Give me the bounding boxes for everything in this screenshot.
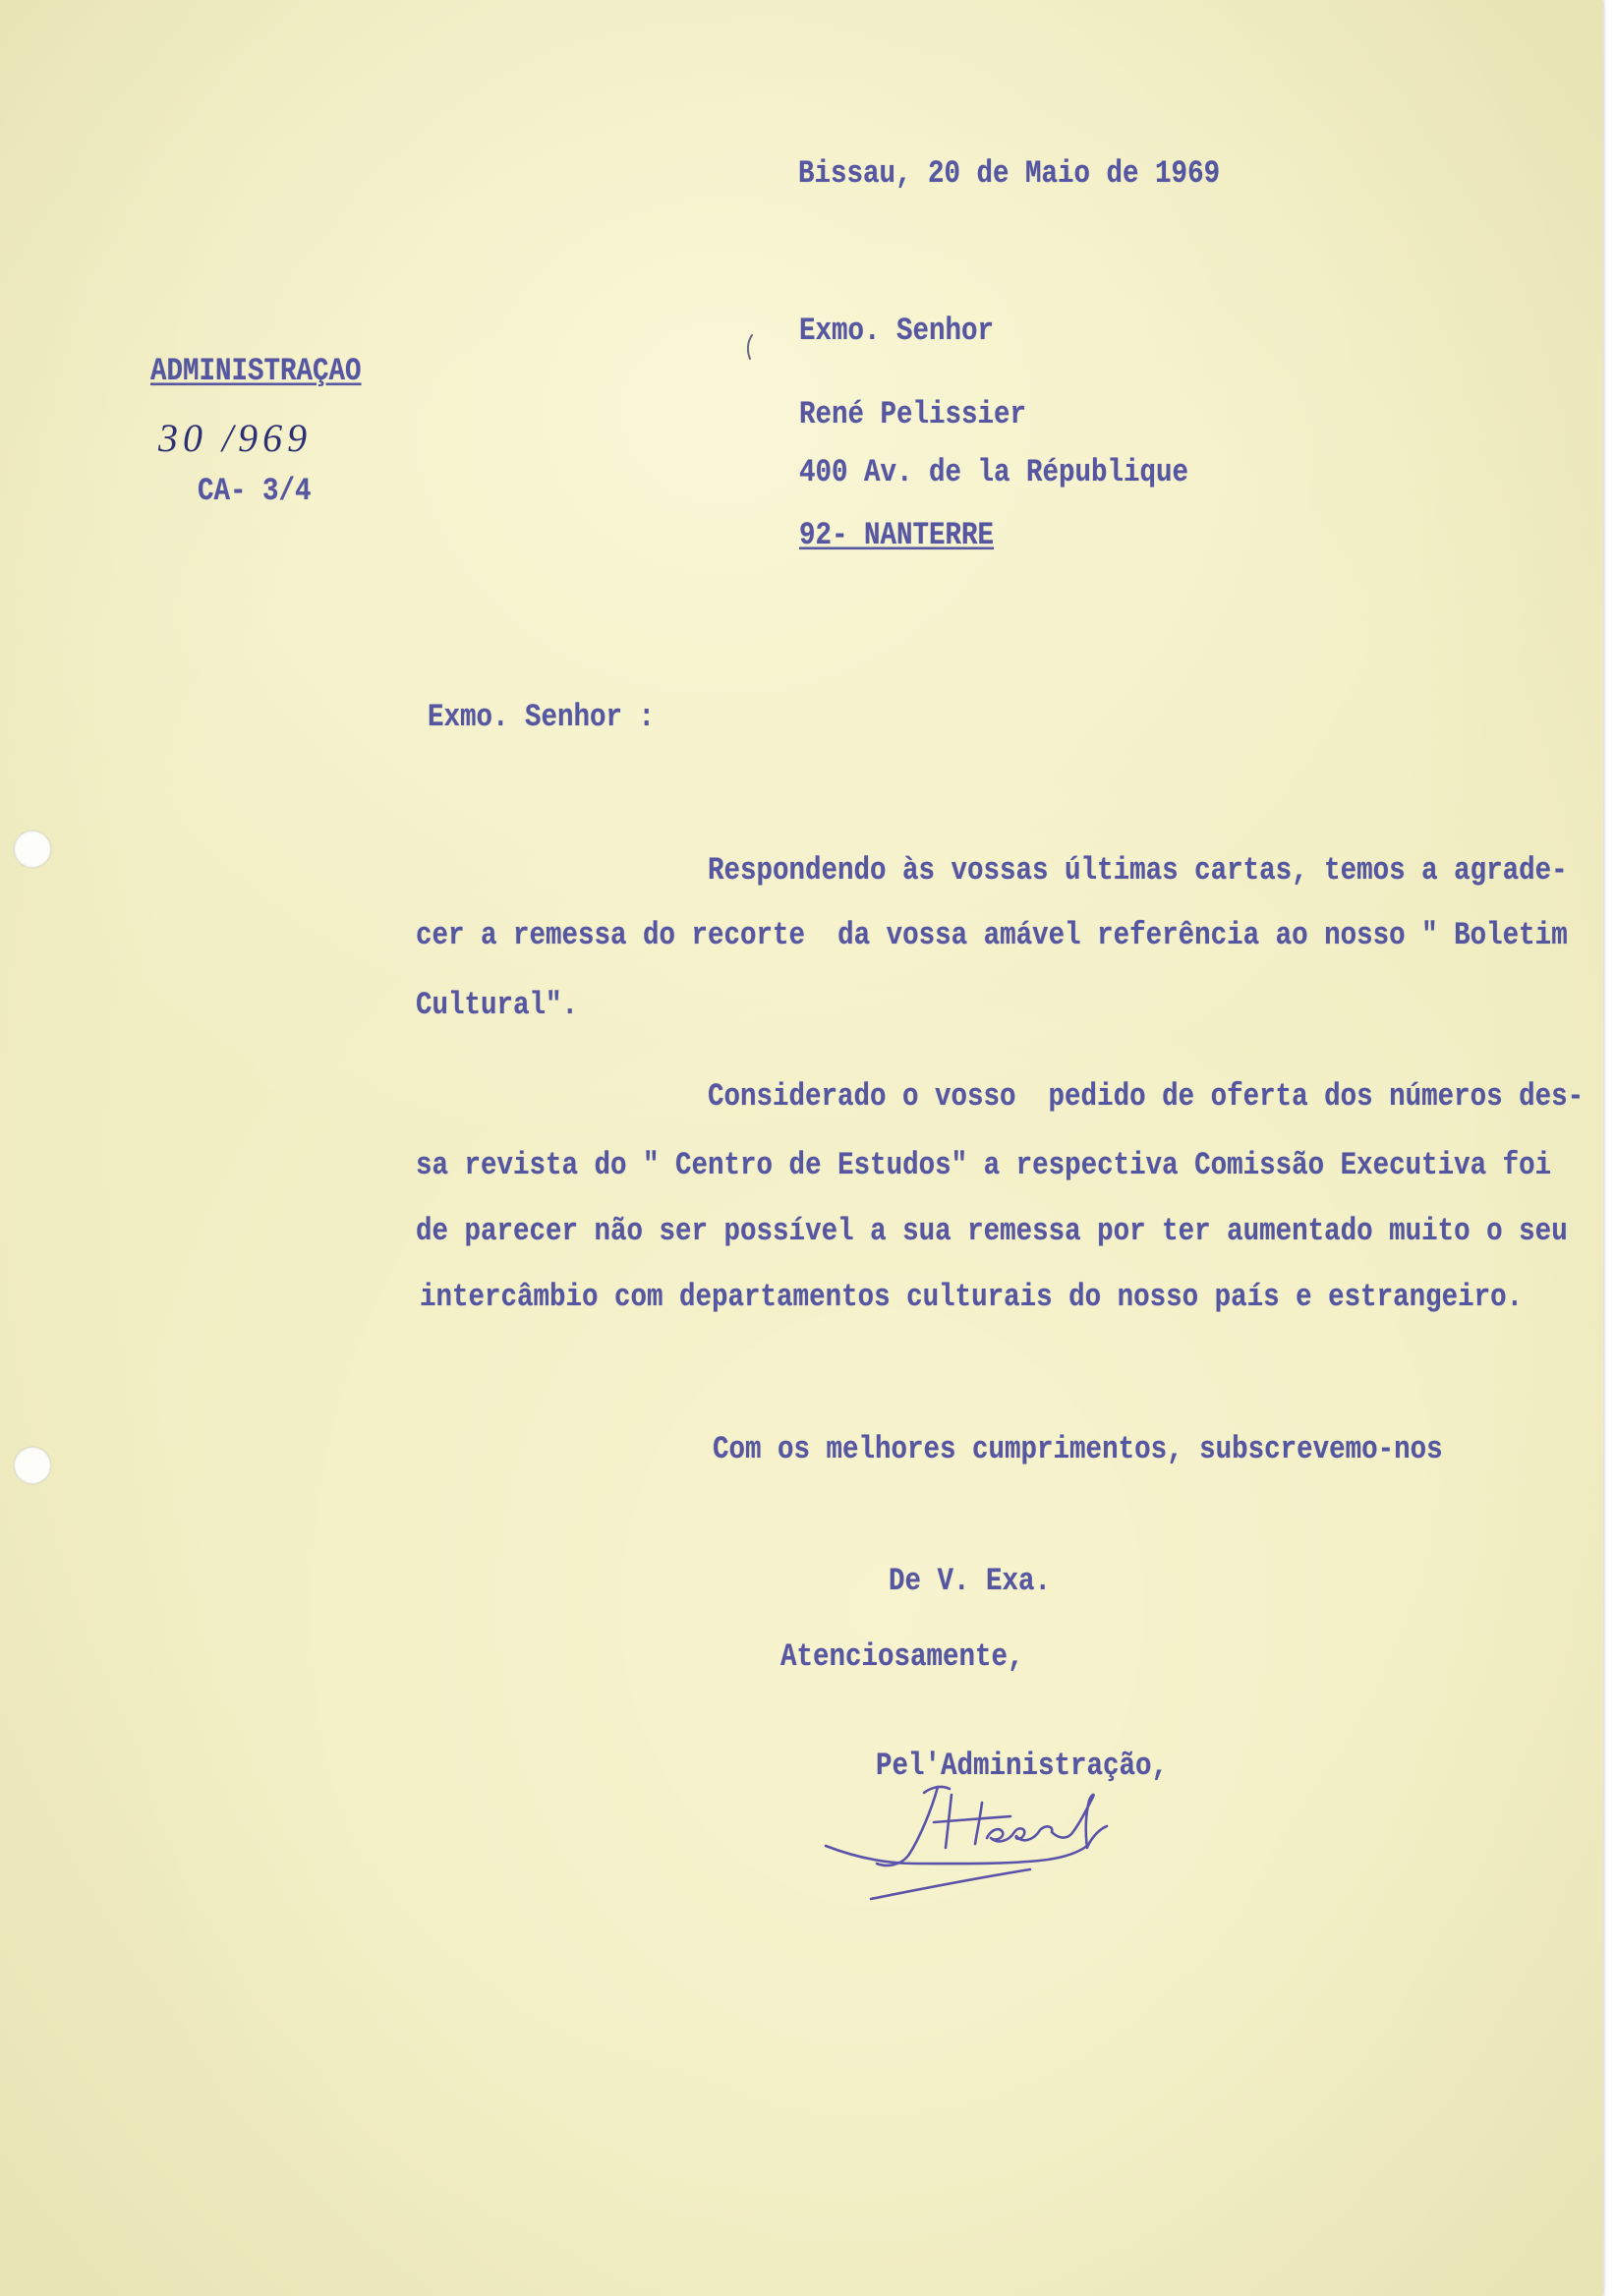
closing-address-form: De V. Exa. (889, 1564, 1052, 1600)
punch-hole-bottom (14, 1447, 51, 1484)
closing-regards: Atenciosamente, (780, 1639, 1024, 1676)
paragraph-1-line-1: Respondendo às vossas últimas cartas, temos a agrade- (708, 853, 1568, 890)
stray-mark (739, 332, 759, 362)
recipient-street: 400 Av. de la République (799, 455, 1189, 491)
signature (822, 1769, 1126, 1912)
paragraph-1-line-3: Cultural". (416, 988, 579, 1024)
department-heading: ADMINISTRAÇAO (150, 354, 362, 390)
paragraph-1-line-2: cer a remessa do recorte da vossa amável referência ao nosso " Boletim (416, 918, 1568, 954)
file-code: CA- 3/4 (198, 474, 312, 510)
greeting: Exmo. Senhor : (428, 700, 656, 736)
recipient-name: René Pelissier (799, 397, 1027, 433)
paragraph-2-line-3: de parecer não ser possível a sua remessa por ter aumentado muito o seu (416, 1214, 1568, 1250)
punch-hole-top (14, 831, 51, 868)
date-line: Bissau, 20 de Maio de 1969 (798, 156, 1221, 193)
recipient-city: 92- NANTERRE (799, 518, 995, 554)
signatory-line: Pel'Administração, (876, 1749, 1169, 1785)
closing-compliments: Com os melhores cumprimentos, subscrevemo-nos (713, 1432, 1443, 1468)
reference-number: 30 /969 (158, 416, 313, 460)
paragraph-2-line-1: Considerado o vosso pedido de oferta dos números des- (708, 1079, 1585, 1116)
paragraph-2-line-2: sa revista do " Centro de Estudos" a respectiva Comissão Executiva foi (416, 1148, 1552, 1184)
recipient-salutation: Exmo. Senhor (799, 314, 995, 350)
paragraph-2-line-4: intercâmbio com departamentos culturais do nosso país e estrangeiro. (420, 1280, 1524, 1316)
